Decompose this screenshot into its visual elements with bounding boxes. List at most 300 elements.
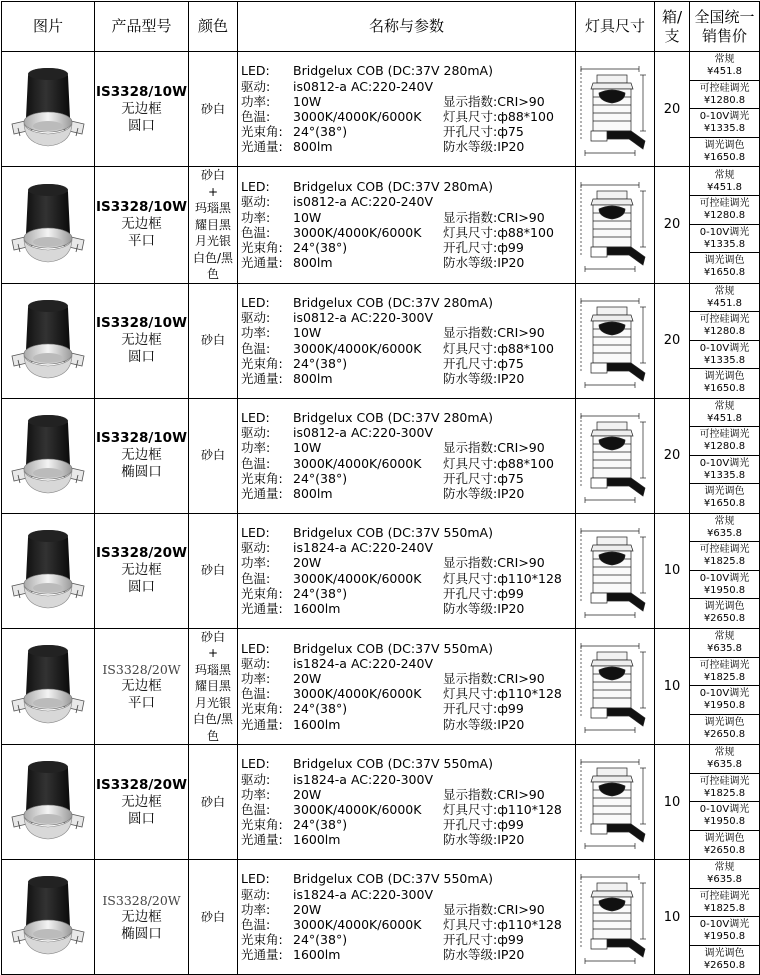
price-cell	[690, 860, 760, 975]
price-label: 0-10V调光	[699, 919, 750, 930]
price-label: 常规	[714, 285, 735, 297]
product-colors	[189, 860, 238, 975]
model-name-1: 无边框	[121, 447, 162, 463]
model-name-2: 圆口	[128, 117, 155, 134]
product-colors	[189, 52, 238, 167]
spec-driver	[241, 772, 575, 787]
price-value: ¥1950.8	[703, 700, 746, 712]
model-name-1: 无边框	[121, 332, 162, 348]
value-power: 10W	[293, 209, 322, 225]
label-ip: 防水等级:	[443, 139, 498, 155]
spec-flux	[241, 486, 575, 501]
price-value: ¥451.8	[707, 297, 742, 309]
color-option: 砂白	[200, 101, 225, 116]
value-driver: is0812-a AC:220-300V	[293, 310, 433, 326]
spec-led	[241, 410, 575, 425]
price-label: 常规	[714, 400, 735, 412]
label-cri: 显示指数:	[443, 325, 498, 341]
label-flux: 光通量:	[241, 600, 283, 616]
price-0-10v-dimming	[690, 341, 759, 370]
product-row	[2, 167, 760, 284]
qty-per-box: 20	[655, 283, 690, 398]
label-driver: 驱动:	[241, 886, 271, 902]
spec-flux	[241, 832, 575, 847]
label-cutout: 开孔尺寸:	[443, 585, 498, 601]
label-cutout: 开孔尺寸:	[443, 932, 498, 948]
value-ip: IP20	[497, 139, 525, 155]
value-cutout: ф99	[497, 585, 524, 601]
price-scr-dimming	[690, 312, 759, 341]
price-value: ¥635.8	[707, 643, 742, 655]
spec-led	[241, 641, 575, 656]
label-ip: 防水等级:	[443, 716, 498, 732]
value-flux: 800lm	[293, 139, 333, 155]
label-driver: 驱动:	[241, 540, 271, 556]
label-beam: 光束角:	[241, 124, 283, 140]
value-driver: is1824-a AC:220-300V	[293, 886, 433, 902]
label-driver: 驱动:	[241, 78, 271, 94]
color-option: 砂白	[200, 333, 225, 348]
downlight-image	[8, 178, 88, 272]
product-photo	[2, 513, 95, 628]
dimension-drawing-icon	[577, 865, 653, 969]
model-name-2: 平口	[128, 694, 155, 711]
price-value: ¥1825.8	[703, 902, 746, 914]
price-value: ¥2650.8	[703, 959, 746, 971]
value-cri: CRI>90	[497, 786, 545, 802]
label-power: 功率:	[241, 93, 271, 109]
label-cri: 显示指数:	[443, 209, 498, 225]
price-cell	[690, 52, 760, 167]
label-fixture: 灯具尺寸:	[443, 686, 498, 702]
spec-flux	[241, 717, 575, 732]
price-value: ¥1825.8	[703, 671, 746, 683]
product-specs	[238, 860, 576, 975]
downlight-image	[8, 755, 88, 849]
spec-beam	[241, 932, 575, 947]
value-cct: 3000K/4000K/6000K	[293, 802, 422, 817]
price-regular	[690, 399, 759, 428]
value-led: Bridgelux COB (DC:37V 280mA)	[293, 409, 493, 425]
qty-per-box: 10	[655, 513, 690, 628]
label-cri: 显示指数:	[443, 671, 498, 687]
label-fixture: 灯具尺寸:	[443, 109, 498, 124]
product-photo	[2, 860, 95, 975]
price-tunable	[690, 138, 759, 167]
label-power: 功率:	[241, 901, 271, 917]
color-option: +	[207, 646, 219, 660]
product-photo	[2, 52, 95, 167]
price-0-10v-dimming	[690, 109, 759, 138]
dimension-drawing	[576, 745, 655, 860]
price-scr-dimming	[690, 658, 759, 687]
model-code: IS3328/20W	[96, 776, 187, 793]
price-0-10v-dimming	[690, 686, 759, 715]
spec-flux	[241, 255, 575, 270]
price-cell	[690, 283, 760, 398]
value-fixture: ф88*100	[497, 340, 554, 356]
price-cell	[690, 398, 760, 513]
price-cell	[690, 628, 760, 745]
value-cutout: ф75	[497, 124, 524, 140]
value-power: 20W	[293, 901, 322, 917]
value-flux: 1600lm	[293, 716, 341, 732]
price-label: 调光调色	[704, 716, 745, 728]
value-cct: 3000K/4000K/6000K	[293, 455, 422, 471]
price-value: ¥635.8	[707, 874, 742, 885]
product-photo	[2, 283, 95, 398]
spec-driver	[241, 887, 575, 902]
value-cutout: ф99	[497, 239, 524, 255]
price-value: ¥1335.8	[703, 354, 746, 366]
value-fixture: ф88*100	[497, 455, 554, 471]
downlight-image	[8, 870, 88, 964]
value-fixture: ф110*128	[497, 917, 562, 932]
price-value: ¥1650.8	[703, 151, 746, 163]
qty-per-box: 20	[655, 167, 690, 284]
value-beam: 24°(38°)	[293, 817, 348, 833]
model-name-1: 无边框	[121, 793, 162, 810]
dimension-drawing-icon	[577, 750, 653, 854]
model-name-2: 圆口	[128, 349, 155, 365]
label-fixture: 灯具尺寸:	[443, 224, 498, 240]
label-cri: 显示指数:	[443, 901, 498, 917]
price-value: ¥1650.8	[703, 498, 746, 509]
spec-flux	[241, 601, 575, 616]
label-cct: 色温:	[241, 109, 271, 124]
price-value: ¥635.8	[707, 527, 742, 539]
price-tunable	[690, 599, 759, 628]
value-ip: IP20	[497, 255, 525, 271]
col-header-model: 产品型号	[95, 2, 189, 52]
value-cct: 3000K/4000K/6000K	[293, 340, 422, 356]
spec-beam	[241, 817, 575, 832]
label-power: 功率:	[241, 209, 271, 225]
value-driver: is0812-a AC:220-300V	[293, 425, 433, 441]
product-colors	[189, 745, 238, 860]
dimension-drawing-icon	[577, 634, 653, 738]
price-cell	[690, 167, 760, 284]
spec-cct	[241, 456, 575, 471]
label-led: LED:	[241, 871, 270, 887]
price-value: ¥1950.8	[703, 584, 746, 596]
value-led: Bridgelux COB (DC:37V 280mA)	[293, 294, 493, 310]
model-name-1: 无边框	[121, 100, 162, 117]
label-cutout: 开孔尺寸:	[443, 470, 498, 486]
model-name-2: 平口	[128, 233, 155, 250]
spec-led	[241, 525, 575, 540]
price-value: ¥1825.8	[703, 787, 746, 799]
price-label: 常规	[714, 169, 735, 181]
price-value: ¥2650.8	[703, 613, 746, 624]
price-value: ¥1280.8	[703, 94, 746, 106]
price-value: ¥635.8	[707, 759, 742, 770]
price-value: ¥1335.8	[703, 238, 746, 250]
label-power: 功率:	[241, 440, 271, 456]
price-value: ¥1335.8	[703, 123, 746, 134]
spec-cct	[241, 686, 575, 701]
label-led: LED:	[241, 640, 270, 656]
spec-beam	[241, 124, 575, 139]
label-beam: 光束角:	[241, 701, 283, 717]
price-value: ¥2650.8	[703, 844, 746, 856]
spec-beam	[241, 356, 575, 371]
label-beam: 光束角:	[241, 355, 283, 371]
value-cri: CRI>90	[497, 671, 545, 687]
color-option: 月光银	[194, 234, 231, 248]
model-name-1: 无边框	[121, 562, 162, 578]
col-header-size: 灯具尺寸	[576, 2, 655, 52]
label-cri: 显示指数:	[443, 555, 498, 571]
label-flux: 光通量:	[241, 139, 283, 155]
product-row	[2, 52, 760, 167]
value-led: Bridgelux COB (DC:37V 550mA)	[293, 756, 493, 772]
price-label: 调光调色	[704, 947, 745, 959]
product-row	[2, 628, 760, 745]
product-colors	[189, 398, 238, 513]
col-header-qty: 箱/支	[655, 2, 690, 52]
spec-power	[241, 902, 575, 917]
label-beam: 光束角:	[241, 932, 283, 948]
price-tunable	[690, 369, 759, 398]
product-photo	[2, 628, 95, 745]
price-label: 可控硅调光	[699, 198, 750, 210]
model-code: IS3328/20W	[102, 661, 181, 677]
product-specs	[238, 167, 576, 284]
product-row	[2, 398, 760, 513]
label-led: LED:	[241, 409, 270, 425]
value-cutout: ф99	[497, 817, 524, 833]
label-fixture: 灯具尺寸:	[443, 455, 498, 471]
value-fixture: ф110*128	[497, 686, 562, 702]
price-value: ¥451.8	[707, 412, 742, 424]
label-fixture: 灯具尺寸:	[443, 340, 498, 356]
price-label: 可控硅调光	[699, 775, 750, 787]
price-value: ¥451.8	[707, 66, 742, 77]
value-beam: 24°(38°)	[293, 932, 348, 948]
label-flux: 光通量:	[241, 485, 283, 501]
spec-beam	[241, 240, 575, 255]
price-label: 0-10V调光	[699, 457, 750, 469]
model-code: IS3328/10W	[96, 430, 187, 446]
product-row	[2, 860, 760, 975]
price-scr-dimming	[690, 542, 759, 571]
price-0-10v-dimming	[690, 571, 759, 600]
label-flux: 光通量:	[241, 255, 283, 271]
dimension-drawing	[576, 398, 655, 513]
price-regular	[690, 52, 759, 81]
value-cri: CRI>90	[497, 555, 545, 571]
value-cct: 3000K/4000K/6000K	[293, 109, 422, 124]
product-model	[95, 745, 189, 860]
price-value: ¥451.8	[707, 181, 742, 193]
product-photo	[2, 745, 95, 860]
model-code: IS3328/10W	[96, 315, 187, 331]
value-power: 10W	[293, 440, 322, 456]
price-tunable	[690, 484, 759, 513]
value-led: Bridgelux COB (DC:37V 280mA)	[293, 63, 493, 79]
price-label: 0-10V调光	[699, 226, 750, 238]
label-cutout: 开孔尺寸:	[443, 124, 498, 140]
spec-cct	[241, 571, 575, 586]
value-driver: is0812-a AC:220-240V	[293, 194, 433, 210]
value-beam: 24°(38°)	[293, 470, 348, 486]
product-model	[95, 167, 189, 284]
label-power: 功率:	[241, 786, 271, 802]
spec-power	[241, 787, 575, 802]
price-scr-dimming	[690, 774, 759, 803]
qty-per-box: 10	[655, 860, 690, 975]
label-cct: 色温:	[241, 570, 271, 586]
label-cutout: 开孔尺寸:	[443, 355, 498, 371]
value-ip: IP20	[497, 716, 525, 732]
label-ip: 防水等级:	[443, 832, 498, 848]
label-power: 功率:	[241, 555, 271, 571]
value-ip: IP20	[497, 600, 525, 616]
spec-cct	[241, 109, 575, 124]
label-power: 功率:	[241, 325, 271, 341]
label-driver: 驱动:	[241, 310, 271, 326]
model-name-2: 椭圆口	[121, 464, 162, 480]
color-option: 玛瑙黑	[194, 662, 231, 677]
product-colors	[189, 283, 238, 398]
spec-cct	[241, 802, 575, 817]
dimension-drawing-icon	[577, 289, 653, 393]
model-name-2: 圆口	[128, 810, 155, 827]
spec-led	[241, 63, 575, 78]
value-flux: 800lm	[293, 485, 333, 501]
label-cri: 显示指数:	[443, 440, 498, 456]
price-tunable	[690, 946, 759, 975]
downlight-image	[8, 524, 88, 618]
price-label: 常规	[714, 54, 735, 65]
label-ip: 防水等级:	[443, 600, 498, 616]
price-0-10v-dimming	[690, 917, 759, 946]
label-driver: 驱动:	[241, 194, 271, 210]
spec-power	[241, 210, 575, 225]
price-label: 可控硅调光	[699, 890, 750, 902]
label-cct: 色温:	[241, 340, 271, 356]
price-scr-dimming	[690, 81, 759, 110]
col-header-params: 名称与参数	[238, 2, 576, 52]
price-cell	[690, 745, 760, 860]
spec-flux	[241, 947, 575, 962]
price-0-10v-dimming	[690, 225, 759, 254]
color-option: 砂白	[200, 629, 225, 644]
label-cct: 色温:	[241, 224, 271, 240]
downlight-image	[8, 639, 88, 733]
model-code: IS3328/10W	[96, 199, 187, 216]
label-flux: 光通量:	[241, 370, 283, 386]
label-cri: 显示指数:	[443, 786, 498, 802]
price-label: 可控硅调光	[699, 429, 750, 440]
col-header-price	[690, 2, 760, 52]
price-value: ¥1650.8	[703, 383, 746, 394]
label-cutout: 开孔尺寸:	[443, 817, 498, 833]
product-model	[95, 860, 189, 975]
price-scr-dimming	[690, 427, 759, 456]
value-ip: IP20	[497, 370, 525, 386]
value-driver: is1824-a AC:220-240V	[293, 540, 433, 556]
spec-power	[241, 440, 575, 455]
value-driver: is1824-a AC:220-300V	[293, 771, 433, 787]
value-flux: 1600lm	[293, 832, 341, 848]
label-fixture: 灯具尺寸:	[443, 570, 498, 586]
price-label: 调光调色	[704, 139, 745, 151]
price-tunable	[690, 715, 759, 744]
label-fixture: 灯具尺寸:	[443, 802, 498, 817]
product-specs	[238, 628, 576, 745]
price-header-line1: 全国统一	[694, 7, 755, 26]
spec-cct	[241, 341, 575, 356]
col-header-color: 颜色	[189, 2, 238, 52]
price-value: ¥1650.8	[703, 267, 746, 279]
price-value: ¥1280.8	[703, 441, 746, 452]
spec-beam	[241, 701, 575, 716]
spec-led	[241, 756, 575, 771]
spec-beam	[241, 586, 575, 601]
value-cct: 3000K/4000K/6000K	[293, 686, 422, 702]
value-led: Bridgelux COB (DC:37V 550mA)	[293, 524, 493, 540]
label-cutout: 开孔尺寸:	[443, 239, 498, 255]
downlight-image	[8, 62, 88, 156]
price-value: ¥1335.8	[703, 469, 746, 481]
model-name-1: 无边框	[121, 677, 162, 694]
price-label: 可控硅调光	[699, 544, 750, 555]
spec-beam	[241, 471, 575, 486]
value-fixture: ф110*128	[497, 802, 562, 817]
label-driver: 驱动:	[241, 425, 271, 441]
label-cct: 色温:	[241, 455, 271, 471]
price-regular	[690, 284, 759, 313]
color-option: 砂白	[200, 909, 225, 924]
price-value: ¥1280.8	[703, 210, 746, 222]
price-label: 常规	[714, 862, 735, 873]
price-label: 常规	[714, 631, 735, 643]
label-ip: 防水等级:	[443, 947, 498, 963]
price-label: 可控硅调光	[699, 659, 750, 671]
color-option: 白色/黑色	[192, 712, 234, 743]
value-led: Bridgelux COB (DC:37V 280mA)	[293, 179, 493, 195]
product-specs	[238, 52, 576, 167]
price-value: ¥1280.8	[703, 326, 746, 337]
col-header-image: 图片	[2, 2, 95, 52]
value-power: 10W	[293, 93, 322, 109]
value-cct: 3000K/4000K/6000K	[293, 224, 422, 240]
value-flux: 800lm	[293, 255, 333, 271]
product-model	[95, 283, 189, 398]
model-name-1: 无边框	[121, 216, 162, 233]
label-led: LED:	[241, 179, 270, 195]
value-cutout: ф99	[497, 932, 524, 948]
qty-per-box: 10	[655, 628, 690, 745]
value-cri: CRI>90	[497, 93, 545, 109]
spec-cct	[241, 225, 575, 240]
product-model	[95, 513, 189, 628]
model-code: IS3328/20W	[96, 545, 187, 561]
value-power: 20W	[293, 671, 322, 687]
product-specs	[238, 745, 576, 860]
spec-driver	[241, 425, 575, 440]
price-value: ¥2650.8	[703, 728, 746, 740]
spec-driver	[241, 79, 575, 94]
value-power: 20W	[293, 786, 322, 802]
price-scr-dimming	[690, 196, 759, 225]
price-regular	[690, 629, 759, 658]
product-table	[1, 1, 760, 975]
label-cct: 色温:	[241, 802, 271, 817]
color-option: 白色/黑色	[192, 250, 234, 281]
